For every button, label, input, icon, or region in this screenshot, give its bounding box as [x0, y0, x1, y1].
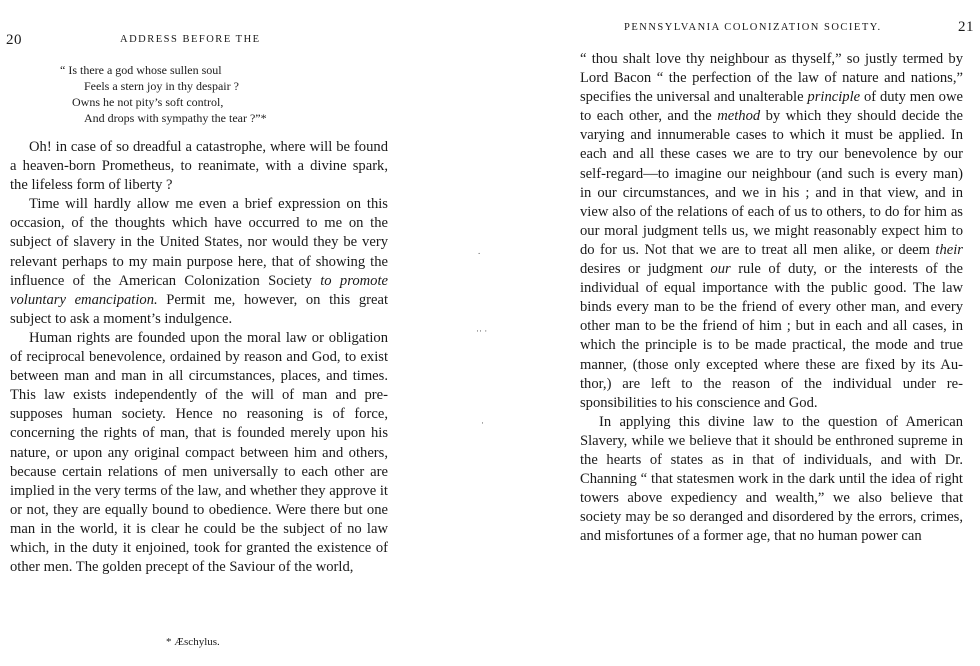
paragraph	[10, 195, 388, 329]
paragraph-text: rule of duty, or the interests of the individual of equal importance with the public good. The law binds every man to be the friend of every other man, and every other man to be the friend of him ; but in each and all cases, in which the principle is to be made practical, the mode and true manner, (those only excepted where these are fixed by its Author,) are left to the reason of the individual under responsibilities to his conscience and God.	[580, 261, 963, 411]
paragraph-text: In applying this divine law to the question of American Slavery, while we believe that it should be enthroned supreme in the hearts of states as in that of individuals, and with Dr. Channing “ that statesmen work in the dark until the idea of right towers above expediency and wealth,” we also believe that society may be so deranged and disordered by the errors, crimes, and misfortunes of a former age, that no human power can	[580, 413, 963, 545]
left-running-head: ADDRESS BEFORE THE	[120, 34, 261, 45]
paragraph-text: “ thou shalt love thy neighbour as thyself,” so justly termed by Lord Bacon “ the perfection of the law of nature and nations,” specifies the universal and unalterable	[580, 51, 963, 106]
paragraph-text: Permit me, however, on this great subject to ask a moment’s indulgence.	[10, 291, 388, 327]
paragraph-text: Time will hardly allow me even a brief expression on this occasion, of the thoughts which have occurred to me on the subject of slavery in the United States, nor would they be very relevant perhaps to my main purpose here, that of showing the influence of the American Colonization Society	[10, 196, 388, 289]
poem-line: And drops with sympathy the tear ?”*	[84, 111, 267, 125]
paragraph	[580, 413, 963, 547]
gutter-speck: .	[478, 246, 481, 256]
paragraph-text: Oh! in case of so dreadful a catastrophe, where will be found a heaven-born Prometheus, to reanimate, with a divine spark, the lifeless form of liberty ?	[10, 139, 388, 194]
paragraph-text: by which they should decide the varying and innumerable cases to which it must be applied. In each and all these cases we are to try our benevolence by our self-regard—to imagine our neighbour (and such is every man) in our circumstances, and we in his ; and in that view, and in view also of the relations of each of us to others, to do for him as our moral judgment tells us, we might reasonably expect him to do for us. Not that we are to treat all men alike, or deem	[580, 108, 963, 258]
poem-line: Feels a stern joy in thy despair ?	[84, 79, 239, 93]
paragraph	[580, 50, 963, 413]
epigraph-poem	[60, 62, 267, 126]
emphasized-text: principle	[807, 89, 861, 106]
left-page	[0, 0, 470, 666]
poem-line: “ Is there a god whose sullen soul	[60, 63, 222, 77]
gutter-speck: ·	[481, 418, 484, 428]
emphasized-text: our	[710, 261, 731, 278]
emphasized-text: their	[935, 241, 963, 258]
gutter-speck: ·· ·	[476, 326, 488, 336]
footnote: * Æschylus.	[166, 636, 220, 648]
paragraph-text: of duty men owe to each other, and the	[580, 89, 963, 125]
emphasized-text: method	[717, 108, 761, 125]
poem-line: Owns he not pity’s soft control,	[72, 95, 224, 109]
paragraph-text: desires or judgment	[580, 261, 711, 278]
emphasized-text: to promote voluntary emancipation.	[10, 272, 388, 308]
left-page-number: 20	[6, 32, 22, 48]
paragraph	[10, 329, 388, 577]
right-body-text	[580, 50, 963, 546]
right-page-number: 21	[958, 19, 974, 35]
left-body-text	[10, 138, 388, 577]
paragraph	[10, 138, 388, 195]
paragraph-text: Human rights are founded upon the moral law or obligation of reciprocal benevolence, ordained by reason and God, to exist between man and man in all circumstances, places, and times. This law exists independently of the will of man and pre-supposes human society. Hence no reasoning is of force, concerning the rights of man, that is founded merely upon his nature, or upon any original compact between him and others, because certain relations of men universally to each other are implied in the very terms of the law, and whether they approve it or not, they are equally bound to obedience. Were there but one man in the world, it is clear he could be the subject of no law which, in the duty it enjoined, took for granted the existence of other men. The golden precept of the Saviour of the world,	[10, 329, 388, 576]
right-page	[500, 0, 980, 666]
right-running-head: PENNSYLVANIA COLONIZATION SOCIETY.	[624, 22, 882, 33]
